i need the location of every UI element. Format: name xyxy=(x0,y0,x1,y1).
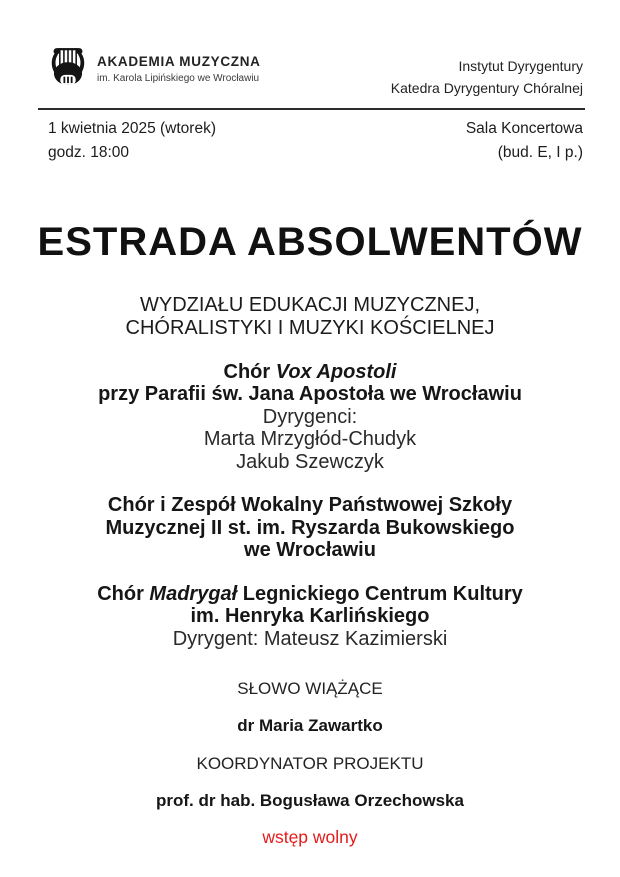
admission-note: wstęp wolny xyxy=(262,827,358,848)
coordinator-label: KOORDYNATOR PROJEKTU xyxy=(196,754,424,774)
coordinator-name: prof. dr hab. Bogusława Orzechowska xyxy=(156,791,464,811)
narration-label: SŁOWO WIĄŻĄCE xyxy=(237,679,383,699)
subtitle-line1: WYDZIAŁU EDUKACJI MUZYCZNEJ, xyxy=(139,293,481,316)
choir1-name xyxy=(0,361,620,384)
choir2-name-line1: Chór i Zespół Wokalny Państwowej Szkoły xyxy=(107,494,513,517)
academy-name: AKADEMIA MUZYCZNA xyxy=(97,53,261,69)
event-info-row xyxy=(0,110,620,164)
event-time: godz. 18:00 xyxy=(48,143,130,161)
choir3-block xyxy=(0,583,620,651)
choir3-name xyxy=(0,583,620,606)
institute-line: Instytut Dyrygentury xyxy=(458,58,583,74)
choir3-name-prefix: Chór xyxy=(97,582,150,605)
venue-detail: (bud. E, I p.) xyxy=(497,143,583,161)
choir1-conductor1: Marta Mrzygłód-Chudyk xyxy=(203,428,417,451)
academy-text xyxy=(97,54,261,84)
organizer-block xyxy=(391,46,583,99)
choir3-name-italic: Madrygał xyxy=(149,582,238,605)
event-datetime xyxy=(48,117,216,164)
lyre-icon xyxy=(48,46,88,92)
choir3-name-suffix: Legnickiego Centrum Kultury xyxy=(237,582,523,605)
venue-name: Sala Koncertowa xyxy=(465,120,583,138)
header xyxy=(0,0,620,99)
event-date: 1 kwietnia 2025 (wtorek) xyxy=(48,120,216,138)
choir2-name-line2: Muzycznej II st. im. Ryszarda Bukowskiego xyxy=(105,516,515,539)
choir3-name-line2: im. Henryka Karlińskiego xyxy=(190,605,430,628)
choir1-block xyxy=(0,361,620,474)
narration-name: dr Maria Zawartko xyxy=(237,716,383,736)
event-subtitle xyxy=(0,294,620,340)
choir2-name-line3: we Wrocławiu xyxy=(244,539,376,562)
poster-body xyxy=(0,220,620,849)
academy-brand xyxy=(48,46,261,92)
choir1-conductor2: Jakub Szewczyk xyxy=(236,450,384,473)
event-title: ESTRADA ABSOLWENTÓW xyxy=(37,219,583,264)
department-line: Katedra Dyrygentury Chóralnej xyxy=(390,79,583,96)
academy-subname: im. Karola Lipińskiego we Wrocławiu xyxy=(97,72,260,84)
choir3-conductor: Dyrygent: Mateusz Kazimierski xyxy=(172,627,448,650)
choir1-name-line2: przy Parafii św. Jana Apostoła we Wrocławiu xyxy=(98,383,522,406)
choir2-block xyxy=(0,494,620,562)
credits-block xyxy=(0,679,620,848)
event-venue xyxy=(466,117,583,164)
choir1-name-italic: Vox Apostoli xyxy=(275,360,397,383)
subtitle-line2: CHÓRALISTYKI I MUZYKI KOŚCIELNEJ xyxy=(125,316,495,339)
choir1-role-label: Dyrygenci: xyxy=(262,405,358,428)
choir1-name-prefix: Chór xyxy=(223,360,276,383)
